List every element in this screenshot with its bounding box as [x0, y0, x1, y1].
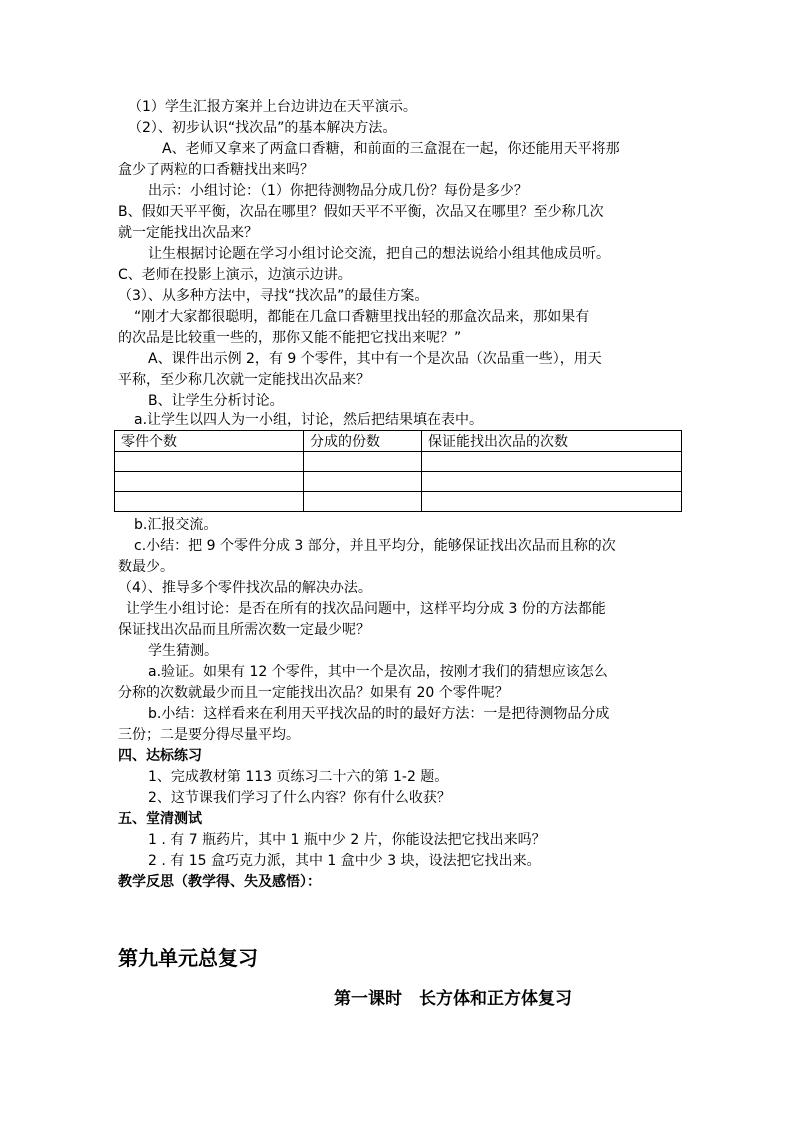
- table-cell[interactable]: [422, 492, 682, 512]
- text-line: 分称的次数就最少而且一定能找出次品？如果有 20 个零件呢？: [118, 685, 509, 701]
- text-line: 保证找出次品而且所需次数一定最少呢？: [118, 622, 370, 638]
- table-row: [115, 492, 682, 512]
- table-header-row: [115, 431, 682, 452]
- table-header-cell: 保证能找出次品的次数: [422, 431, 682, 452]
- table-cell[interactable]: [115, 452, 304, 472]
- text-line: b.汇报交流。: [134, 517, 218, 533]
- table-cell[interactable]: [304, 472, 422, 492]
- text-line: 盒少了两粒的口香糖找出来吗？: [118, 162, 314, 178]
- text-line: C、老师在投影上演示，边演示边讲。: [118, 267, 352, 283]
- section-heading: 四、达标练习: [118, 748, 202, 764]
- text-line: 让生根据讨论题在学习小组讨论交流，把自己的想法说给小组其他成员听。: [148, 246, 610, 262]
- text-line: 学生猜测。: [148, 643, 218, 659]
- table-cell[interactable]: [115, 492, 304, 512]
- text-line: （2）、初步认识“找次品”的基本解决方法。: [128, 120, 397, 136]
- text-line: 出示：小组讨论：（1）你把待测物品分成几份？每份是多少？: [148, 183, 528, 199]
- text-line: 让学生小组讨论：是否在所有的找次品问题中，这样平均分成 3 份的方法都能: [126, 601, 606, 617]
- table-header-cell: 零件个数: [115, 431, 304, 452]
- result-table: [114, 430, 682, 512]
- text-line: B、假如天平平衡，次品在哪里？假如天平不平衡，次品又在哪里？至少称几次: [118, 204, 604, 220]
- text-line: B、让学生分析讨论。: [148, 393, 284, 409]
- text-line: 1、完成教材第 113 页练习二十六的第 1-2 题。: [148, 769, 449, 785]
- text-line: c.小结：把 9 个零件分成 3 部分，并且平均分，能够保证找出次品而且称的次: [134, 538, 616, 554]
- unit-title: 第九单元总复习: [118, 946, 258, 970]
- text-line: 的次品是比较重一些的，那你又能不能把它找出来呢？”: [118, 330, 462, 346]
- text-line: b.小结：这样看来在利用天平找次品的时的最好方法：一是把待测物品分成: [148, 706, 610, 722]
- text-line: “刚才大家都很聪明，都能在几盒口香糖里找出轻的那盒次品来，那如果有: [134, 309, 590, 325]
- section-heading: 五、堂清测试: [118, 811, 202, 827]
- text-line: 平称，至少称几次就一定能找出次品来？: [118, 372, 370, 388]
- text-line: 三份；二是要分得尽量平均。: [118, 727, 300, 743]
- table-cell[interactable]: [422, 472, 682, 492]
- table-cell[interactable]: [115, 472, 304, 492]
- table-cell[interactable]: [422, 452, 682, 472]
- table-header-cell: 分成的份数: [304, 431, 422, 452]
- section-heading: 教学反思（教学得、失及感悟）：: [118, 874, 321, 890]
- text-line: 2 . 有 15 盒巧克力派，其中 1 盒中少 3 块，设法把它找出来。: [148, 853, 541, 869]
- lesson-title: 第一课时 长方体和正方体复习: [334, 989, 572, 1009]
- text-line: （3）、从多种方法中，寻找“找次品”的最佳方案。: [118, 288, 429, 304]
- text-line: 就一定能找出次品来？: [118, 225, 258, 241]
- text-line: a.验证。如果有 12 个零件，其中一个是次品，按刚才我们的猜想应该怎么: [148, 664, 608, 680]
- text-line: a.让学生以四人为一小组，讨论，然后把结果填在表中。: [134, 412, 484, 428]
- text-line: 数最少。: [118, 559, 174, 575]
- table-cell[interactable]: [304, 492, 422, 512]
- table-cell[interactable]: [304, 452, 422, 472]
- text-line: 2、这节课我们学习了什么内容？你有什么收获？: [148, 790, 451, 806]
- text-line: （4）、推导多个零件找次品的解决办法。: [118, 580, 372, 596]
- text-line: （1）学生汇报方案并上台边讲边在天平演示。: [128, 99, 417, 115]
- table-row: [115, 472, 682, 492]
- text-line: 1 . 有 7 瓶药片，其中 1 瓶中少 2 片，你能设法把它找出来吗？: [148, 832, 546, 848]
- table-row: [115, 452, 682, 472]
- text-line: A、课件出示例 2，有 9 个零件，其中有一个是次品（次品重一些），用天: [148, 351, 602, 367]
- text-line: A、老师又拿来了两盒口香糖，和前面的三盒混在一起，你还能用天平将那: [162, 141, 620, 157]
